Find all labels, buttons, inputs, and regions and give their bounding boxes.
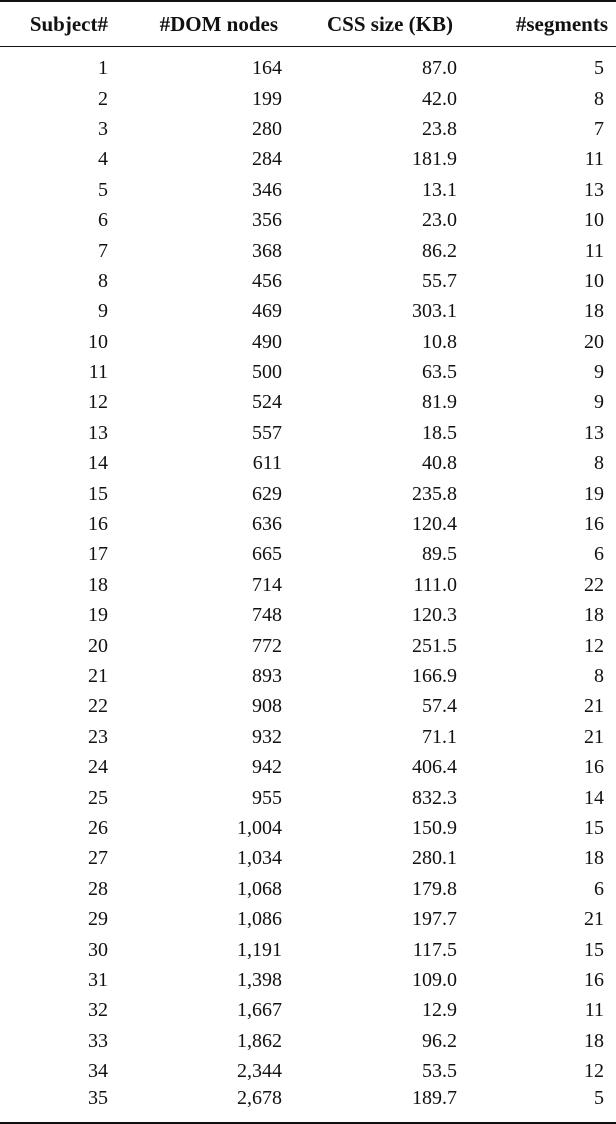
cell-segments: 18 — [584, 604, 604, 627]
cell-dom-nodes: 893 — [252, 665, 282, 687]
cell-dom-nodes: 284 — [252, 148, 282, 171]
cell-css-size: 86.2 — [422, 239, 457, 262]
cell-css-size: 23.8 — [422, 117, 457, 140]
cell-css-size: 109.0 — [412, 968, 457, 991]
table-row — [0, 600, 616, 630]
cell-subject: 30 — [88, 938, 108, 961]
table-row — [0, 418, 616, 448]
cell-subject: 22 — [88, 695, 108, 718]
cell-subject: 3 — [98, 117, 108, 140]
table-body — [0, 47, 616, 1124]
cell-css-size: 111.0 — [413, 573, 457, 596]
cell-css-size: 87.0 — [422, 57, 457, 80]
cell-css-size: 12.9 — [422, 999, 457, 1022]
cell-subject: 1 — [98, 57, 108, 80]
table-row — [0, 995, 616, 1025]
cell-subject: 6 — [98, 209, 108, 232]
cell-dom-nodes: 469 — [252, 300, 282, 323]
cell-segments: 16 — [584, 513, 604, 536]
cell-segments: 12 — [584, 634, 604, 657]
cell-subject: 11 — [88, 361, 108, 384]
cell-dom-nodes: 1,086 — [237, 908, 282, 931]
table-row — [0, 387, 616, 417]
cell-dom-nodes: 748 — [252, 604, 282, 627]
cell-subject: 16 — [88, 513, 108, 536]
cell-css-size: 81.9 — [422, 391, 457, 414]
cell-dom-nodes: 280 — [252, 117, 282, 140]
table-row — [0, 1026, 616, 1056]
table-row — [0, 1056, 616, 1086]
cell-css-size: 71.1 — [422, 725, 457, 748]
cell-css-size: 63.5 — [422, 361, 457, 384]
cell-css-size: 189.7 — [286, 1086, 461, 1123]
table-row — [0, 904, 616, 934]
cell-subject: 15 — [88, 482, 108, 505]
header-row — [0, 1, 616, 47]
cell-subject: 7 — [98, 239, 108, 262]
table-row — [0, 843, 616, 873]
cell-segments: 18 — [584, 300, 604, 323]
table-row — [0, 661, 616, 691]
cell-segments: 14 — [584, 786, 604, 809]
cell-segments: 8 — [594, 452, 604, 475]
cell-dom-nodes: 942 — [252, 756, 282, 779]
table-row — [0, 1086, 616, 1123]
cell-css-size: 179.8 — [412, 877, 457, 900]
cell-dom-nodes: 955 — [252, 786, 282, 809]
cell-subject: 28 — [88, 877, 108, 900]
cell-segments: 8 — [594, 665, 604, 687]
header-subject: Subject# — [0, 1, 114, 47]
cell-css-size: 166.9 — [412, 665, 457, 687]
table-row — [0, 509, 616, 539]
cell-subject: 9 — [98, 300, 108, 323]
cell-dom-nodes: 356 — [252, 209, 282, 232]
header-css-size: CSS size (KB) — [286, 1, 461, 47]
cell-dom-nodes: 1,191 — [237, 938, 282, 961]
header-dom-nodes: #DOM nodes — [114, 1, 286, 47]
cell-css-size: 96.2 — [422, 1029, 457, 1052]
cell-subject: 20 — [88, 634, 108, 657]
cell-subject: 26 — [88, 816, 108, 839]
cell-segments: 7 — [594, 117, 604, 140]
cell-dom-nodes: 932 — [252, 725, 282, 748]
cell-dom-nodes: 1,068 — [237, 877, 282, 900]
cell-segments: 5 — [461, 1086, 616, 1123]
cell-css-size: 117.5 — [412, 938, 457, 961]
cell-subject: 17 — [88, 543, 108, 566]
table-row — [0, 539, 616, 569]
cell-subject: 33 — [88, 1029, 108, 1052]
cell-dom-nodes: 490 — [252, 330, 282, 353]
cell-segments: 5 — [594, 57, 604, 80]
table-row — [0, 357, 616, 387]
cell-segments: 15 — [584, 938, 604, 961]
cell-segments: 21 — [584, 725, 604, 748]
header-segments: #segments — [461, 1, 616, 47]
cell-segments: 18 — [584, 847, 604, 870]
cell-dom-nodes: 1,667 — [237, 999, 282, 1022]
cell-css-size: 42.0 — [422, 87, 457, 110]
cell-subject: 27 — [88, 847, 108, 870]
cell-css-size: 406.4 — [412, 756, 457, 779]
cell-segments: 21 — [584, 908, 604, 931]
cell-segments: 20 — [584, 330, 604, 353]
cell-dom-nodes: 1,398 — [237, 968, 282, 991]
cell-segments: 15 — [584, 816, 604, 839]
cell-segments: 10 — [584, 269, 604, 292]
cell-css-size: 150.9 — [412, 816, 457, 839]
cell-dom-nodes: 611 — [252, 452, 282, 475]
cell-segments: 19 — [584, 482, 604, 505]
table-row — [0, 722, 616, 752]
cell-css-size: 181.9 — [412, 148, 457, 171]
cell-segments: 11 — [584, 999, 604, 1022]
cell-dom-nodes: 557 — [252, 421, 282, 444]
cell-css-size: 57.4 — [422, 695, 457, 718]
cell-dom-nodes: 199 — [252, 87, 282, 110]
table-row — [0, 114, 616, 144]
cell-segments: 6 — [594, 543, 604, 566]
cell-segments: 6 — [594, 877, 604, 900]
cell-subject: 25 — [88, 786, 108, 809]
cell-css-size: 53.5 — [422, 1060, 457, 1083]
table-row — [0, 266, 616, 296]
cell-dom-nodes: 629 — [252, 482, 282, 505]
table-row — [0, 934, 616, 964]
table-row — [0, 478, 616, 508]
cell-segments: 9 — [594, 361, 604, 384]
cell-subject: 24 — [88, 756, 108, 779]
cell-dom-nodes: 524 — [252, 391, 282, 414]
cell-css-size: 120.4 — [412, 513, 457, 536]
cell-subject: 34 — [88, 1060, 108, 1083]
cell-css-size: 55.7 — [422, 269, 457, 292]
cell-dom-nodes: 500 — [252, 361, 282, 384]
cell-dom-nodes: 2,344 — [237, 1060, 282, 1083]
cell-dom-nodes: 456 — [252, 269, 282, 292]
table-row — [0, 296, 616, 326]
cell-css-size: 89.5 — [422, 543, 457, 566]
cell-segments: 11 — [584, 239, 604, 262]
cell-segments: 22 — [584, 573, 604, 596]
cell-dom-nodes: 2,678 — [114, 1086, 286, 1123]
cell-dom-nodes: 772 — [252, 634, 282, 657]
table-header — [0, 1, 616, 47]
table-row — [0, 874, 616, 904]
table-row — [0, 83, 616, 113]
cell-subject: 13 — [88, 421, 108, 444]
cell-dom-nodes: 714 — [252, 573, 282, 596]
cell-subject: 8 — [98, 269, 108, 292]
cell-css-size: 40.8 — [422, 452, 457, 475]
cell-segments: 10 — [584, 209, 604, 232]
cell-segments: 13 — [584, 178, 604, 201]
cell-subject: 19 — [88, 604, 108, 627]
cell-dom-nodes: 665 — [252, 543, 282, 566]
cell-css-size: 120.3 — [412, 604, 457, 627]
cell-subject: 32 — [88, 999, 108, 1022]
cell-dom-nodes: 1,004 — [237, 816, 282, 839]
table-row — [0, 813, 616, 843]
cell-segments: 13 — [584, 421, 604, 444]
cell-segments: 8 — [594, 87, 604, 110]
cell-segments: 16 — [584, 756, 604, 779]
cell-dom-nodes: 1,034 — [237, 847, 282, 870]
cell-subject: 29 — [88, 908, 108, 931]
table-row — [0, 630, 616, 660]
cell-dom-nodes: 636 — [252, 513, 282, 536]
table-row — [0, 448, 616, 478]
cell-subject: 12 — [88, 391, 108, 414]
cell-css-size: 13.1 — [422, 178, 457, 201]
cell-subject: 31 — [88, 968, 108, 991]
cell-css-size: 18.5 — [422, 421, 457, 444]
cell-css-size: 280.1 — [412, 847, 457, 870]
table-row — [0, 965, 616, 995]
cell-subject: 23 — [88, 725, 108, 748]
table-row — [0, 235, 616, 265]
cell-subject: 14 — [88, 452, 108, 475]
table-row — [0, 327, 616, 357]
table-row — [0, 570, 616, 600]
cell-subject: 18 — [88, 573, 108, 596]
cell-subject: 10 — [88, 330, 108, 353]
cell-segments: 9 — [594, 391, 604, 414]
table-row — [0, 144, 616, 174]
cell-css-size: 23.0 — [422, 209, 457, 232]
table-row — [0, 752, 616, 782]
cell-dom-nodes: 1,862 — [237, 1029, 282, 1052]
cell-segments: 12 — [584, 1060, 604, 1083]
cell-css-size: 251.5 — [412, 634, 457, 657]
cell-segments: 18 — [584, 1029, 604, 1052]
cell-subject: 35 — [0, 1086, 114, 1123]
cell-css-size: 235.8 — [412, 482, 457, 505]
table-row — [0, 691, 616, 721]
cell-segments: 11 — [584, 148, 604, 171]
cell-subject: 4 — [98, 148, 108, 171]
cell-css-size: 197.7 — [412, 908, 457, 931]
cell-subject: 2 — [98, 87, 108, 110]
cell-dom-nodes: 164 — [252, 57, 282, 80]
table-row — [0, 53, 616, 83]
table-row — [0, 205, 616, 235]
cell-subject: 5 — [98, 178, 108, 201]
table-row — [0, 782, 616, 812]
cell-segments: 16 — [584, 968, 604, 991]
cell-dom-nodes: 346 — [252, 178, 282, 201]
cell-segments: 21 — [584, 695, 604, 718]
cell-dom-nodes: 368 — [252, 239, 282, 262]
cell-css-size: 832.3 — [412, 786, 457, 809]
cell-dom-nodes: 908 — [252, 695, 282, 718]
cell-css-size: 10.8 — [422, 330, 457, 353]
cell-css-size: 303.1 — [412, 300, 457, 323]
cell-subject: 21 — [88, 665, 108, 687]
table-row — [0, 175, 616, 205]
